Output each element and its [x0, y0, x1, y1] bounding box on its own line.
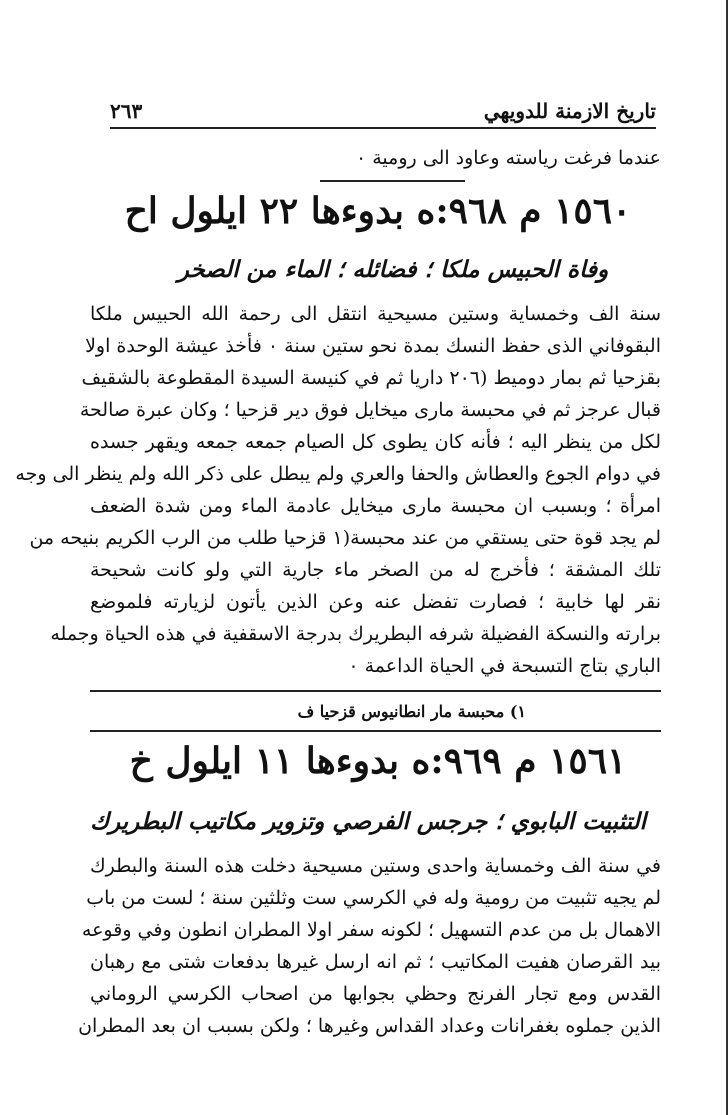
section1-line: الباري بتاج التسبحة في الحياة الداعمة ٠	[348, 655, 661, 677]
section1-line: قبال عرجز ثم في محبسة مارى ميخايل فوق دير قزحيا ؛ وكان عبرة صالحة	[79, 399, 661, 421]
section2-subtitle: التثبيت البابوي ؛ جرجس الفرصي وتزوير مكاتيب البطريرك	[90, 808, 646, 835]
section1-line: سنة الف وخمساية وستين مسيحية انتقل الى رحمة الله الحبيس ملكا	[90, 303, 661, 325]
section2-line: الذين جملوه بغفرانات وعداد القداس وغيرها ؛ ولكن بسبب ان بعد المطران	[78, 1015, 661, 1037]
footnote: ١) محبسة مار انطانيوس قزحيا ف	[297, 702, 526, 721]
section2-line: القدس ومع تجار الفرنج وحظي بجوابها من اصحاب الكرسي الروماني	[90, 983, 661, 1005]
section1-line: برارته والنسكة الفضيلة شرفه البطريرك بدرجة الاسقفية في هذه الحياة وجمله	[50, 623, 661, 645]
section1-line: لكل من ينظر اليه ؛ فأنه كان يطوى كل الصيام جمعه جمعه ويقهر جسده	[90, 431, 661, 453]
section1-line: البقوفاني الذى حفظ النسك بمدة نحو ستين سنة ٠ فأخذ عيشة الوحدة اولا	[85, 335, 661, 357]
header-rule	[110, 127, 656, 129]
section-divider	[90, 730, 661, 732]
section1-subtitle: وفاة الحبيس ملكا ؛ فضائله ؛ الماء من الصخر	[177, 256, 609, 283]
section1-line: تلك المشقة ؛ فأخرج له من الصخر ماء جارية التي ولو كانت شحيحة	[90, 559, 661, 581]
intro-line: عندما فرغت رياسته وعاود الى رومية ٠	[355, 147, 661, 169]
section2-line: في سنة الف وخمساية واحدى وستين مسيحية دخلت هذه السنة والبطرك	[90, 855, 661, 877]
section2-line: الاهمال بل من عدم التسهيل ؛ لكونه سفر اولا المطران انطون وفي وقوعه	[81, 919, 661, 941]
section1-line: امرأة ؛ وبسبب ان محبسة مارى ميخايل عادمة الماء ومن شدة الضعف	[90, 495, 661, 517]
section1-line: نقر لها خابية ؛ فصارت تفضل عنه وعن الذين يأتون لزيارته فلموضع	[90, 591, 661, 613]
section2-date-heading: ١٥٦١ م ٩٦٩:ه بدوءها ١١ ايلول خ	[129, 740, 627, 782]
section1-line: في دوام الجوع والعطاش والحفا والعري ولم يبطل على ذكر الله ولم ينظر الى وجه	[15, 463, 661, 485]
section2-line: لم يجيه تثبيت من رومية وله في الكرسي ست وثلثين سنة ؛ لست من باب	[86, 887, 661, 909]
page-header	[110, 96, 656, 126]
section1-date-heading: ١٥٦٠ م ٩٦٨:ه بدوءها ٢٢ ايلول اح	[124, 190, 632, 232]
section2-line: بيد القرصان هفيت المكاتيب ؛ ثم انه ارسل غيرها بدفعات شتى مع رهبان	[90, 951, 661, 973]
section-separator	[320, 180, 465, 182]
running-title: تاريخ الازمنة للدويهي	[483, 99, 656, 123]
page-number: ٢٦٣	[110, 99, 143, 123]
footnote-divider	[90, 690, 661, 692]
section1-line: لم يجد قوة حتى يستقي من عند محبسة(١ قزحيا طلب من الرب الكريم بنيحه من	[29, 527, 661, 549]
section1-line: بقزحيا ثم بمار دوميط (٢٠٦ داريا ثم في كنيسة السيدة المقطوعة بالشقيف	[81, 367, 661, 389]
